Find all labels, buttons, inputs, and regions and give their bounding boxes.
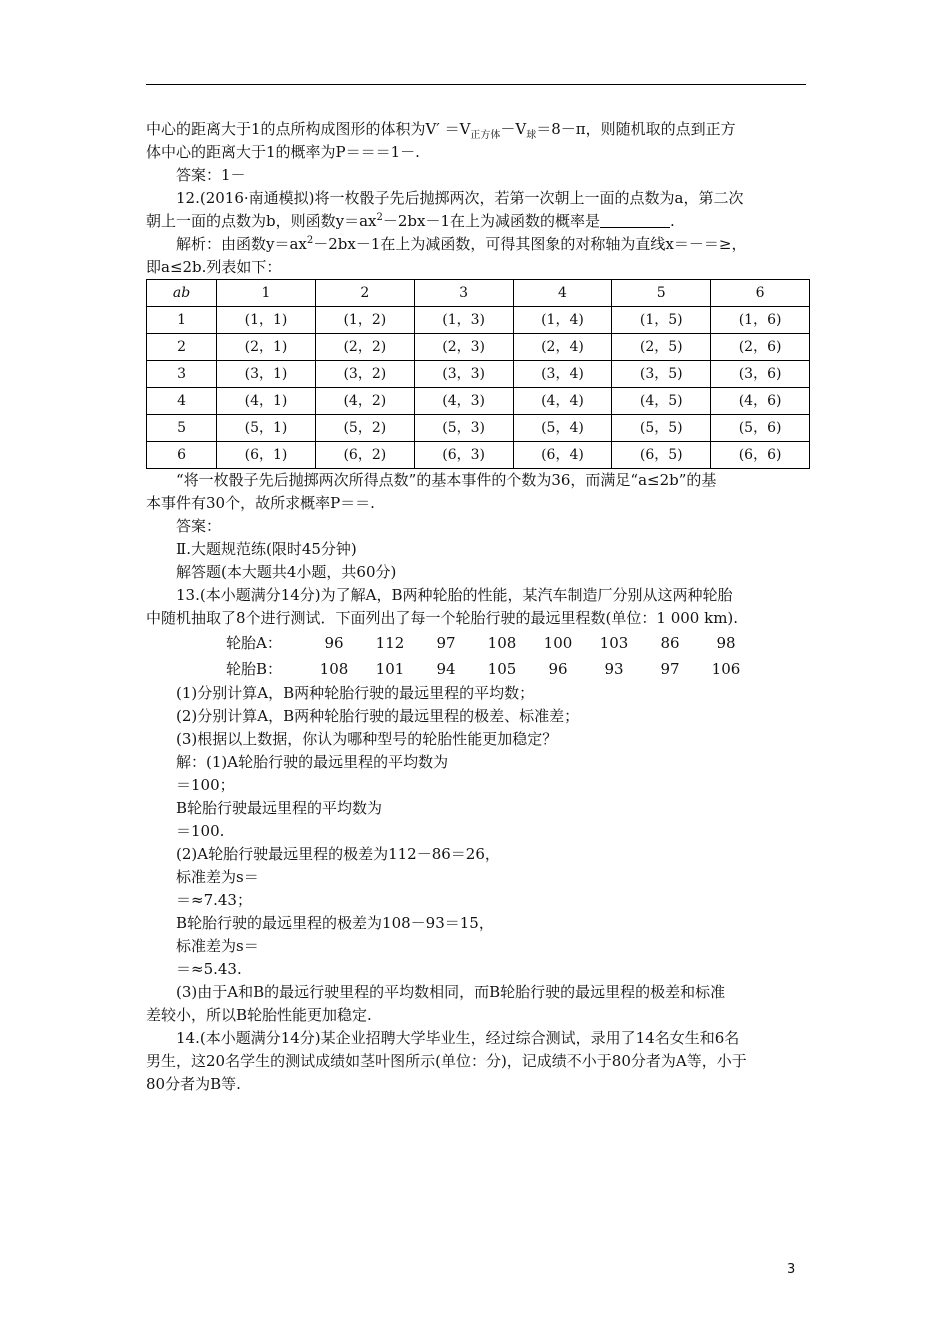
table-cell: (3，2) <box>315 361 414 388</box>
table-cell: (1，6) <box>711 307 810 334</box>
text-line: 男生，这20名学生的测试成绩如茎叶图所示(单位：分)，记成绩不小于80分者为A等，小于 <box>146 1052 747 1070</box>
table-cell: 1 <box>147 307 217 334</box>
text-line: 80分者为B等. <box>146 1075 241 1093</box>
table-cell: 6 <box>147 442 217 469</box>
solution-line: (2)A轮胎行驶最远里程的极差为112－86＝26， <box>176 845 500 863</box>
table-cell: (4，6) <box>711 388 810 415</box>
table-cell: (4，4) <box>513 388 612 415</box>
table-cell: 3 <box>414 280 513 307</box>
table-cell: (5，4) <box>513 415 612 442</box>
section-title: Ⅱ.大题规范练(限时45分钟) <box>176 540 357 558</box>
solution-line: 标准差为s＝ <box>176 937 259 955</box>
text-line: 中心的距离大于1的点所构成图形的体积为$V' =V_{正方体}-V_球=8-\pi$，则随机取的点到正方 <box>146 120 736 141</box>
table-cell: (6，4) <box>513 442 612 469</box>
table-cell: (6，6) <box>711 442 810 469</box>
table-cell: 3 <box>147 361 217 388</box>
page-number: 3 <box>787 1262 796 1277</box>
table-cell: (2，2) <box>315 334 414 361</box>
table-cell: 5 <box>612 280 711 307</box>
table-cell: (5，3) <box>414 415 513 442</box>
solution-line: 标准差为s＝ <box>176 868 259 886</box>
solution-line: B轮胎行驶的最远里程的极差为108－93＝15， <box>176 914 494 932</box>
tire-b-row: 轮胎B： 108 101 94 105 96 93 97 106 <box>226 659 741 678</box>
table-row <box>147 361 810 388</box>
question-13: 13.(本小题满分14分)为了解A，B两种轮胎的性能，某汽车制造厂分别从这两种轮胎 <box>176 586 733 604</box>
table-cell: (6，5) <box>612 442 711 469</box>
solution-line: 解：(1)A轮胎行驶的最远里程的平均数为 <box>176 753 449 771</box>
question-12: 12.(2016·南通模拟)将一枚骰子先后抛掷两次，若第一次朝上一面的点数为a，第二次 <box>176 189 744 207</box>
analysis: 解析：由函数$y=ax^2-2bx-1$在上为减函数，可得其图象的对称轴为直线x＝－＝≥， <box>176 235 747 253</box>
table-cell: (2，5) <box>612 334 711 361</box>
table-row <box>147 388 810 415</box>
table-cell: (5，6) <box>711 415 810 442</box>
table-cell: (3，3) <box>414 361 513 388</box>
table-cell: (2，3) <box>414 334 513 361</box>
table-cell: (3，6) <box>711 361 810 388</box>
text-line: 体中心的距离大于1的概率为P＝＝＝1－. <box>146 143 420 161</box>
table-row <box>147 415 810 442</box>
sub-question: (1)分别计算A，B两种轮胎行驶的最远里程的平均数； <box>176 684 535 702</box>
table-cell: (4，5) <box>612 388 711 415</box>
table-row <box>147 334 810 361</box>
solution-line: ＝100； <box>176 776 235 794</box>
table-row <box>147 280 810 307</box>
table-cell: (4，1) <box>217 388 316 415</box>
table-cell: (1，2) <box>315 307 414 334</box>
table-cell: (3，1) <box>217 361 316 388</box>
sub-question: (2)分别计算A，B两种轮胎行驶的最远里程的极差、标准差； <box>176 707 580 725</box>
table-cell: (6，1) <box>217 442 316 469</box>
solution-line: B轮胎行驶最远里程的平均数为 <box>176 799 383 817</box>
table-cell: 6 <box>711 280 810 307</box>
text-line: 朝上一面的点数为b，则函数$y=ax^2-2bx-1$在上为减函数的概率是 . <box>146 212 675 230</box>
table-cell: (5，5) <box>612 415 711 442</box>
text-line: 即a≤2b.列表如下： <box>146 258 282 276</box>
table-cell: (4，3) <box>414 388 513 415</box>
table-cell: 2 <box>315 280 414 307</box>
table-cell: (5，2) <box>315 415 414 442</box>
table-cell: 5 <box>147 415 217 442</box>
table-row <box>147 442 810 469</box>
solution-line: ＝100. <box>176 822 225 840</box>
solution-line: 差较小，所以B轮胎性能更加稳定. <box>146 1006 372 1024</box>
question-14: 14.(本小题满分14分)某企业招聘大学毕业生，经过综合测试，录用了14名女生和6名 <box>176 1029 740 1047</box>
table-cell: (1，1) <box>217 307 316 334</box>
table-cell: (3，5) <box>612 361 711 388</box>
table-cell: 4 <box>147 388 217 415</box>
answer-11: 答案：1－ <box>176 166 246 184</box>
table-cell: 2 <box>147 334 217 361</box>
solution-line: ＝≈7.43； <box>176 891 252 909</box>
table-cell: (6，2) <box>315 442 414 469</box>
table-cell: (1，5) <box>612 307 711 334</box>
table-row <box>147 307 810 334</box>
table-cell: (1，4) <box>513 307 612 334</box>
table-cell: (5，1) <box>217 415 316 442</box>
tire-data <box>226 630 810 682</box>
dice-table <box>146 279 810 469</box>
text-line: “将一枚骰子先后抛掷两次所得点数”的基本事件的个数为36，而满足“a≤2b”的基 <box>176 471 717 489</box>
table-cell: (1，3) <box>414 307 513 334</box>
table-cell: (4，2) <box>315 388 414 415</box>
table-cell: (2，4) <box>513 334 612 361</box>
solution-line: (3)由于A和B的最远行驶里程的平均数相同，而B轮胎行驶的最远里程的极差和标准 <box>176 983 726 1001</box>
table-cell: (2，1) <box>217 334 316 361</box>
sub-question: (3)根据以上数据，你认为哪种型号的轮胎性能更加稳定？ <box>176 730 558 748</box>
table-cell: 1 <box>217 280 316 307</box>
header-rule <box>146 84 806 85</box>
page-body <box>146 118 810 1096</box>
table-cell: 4 <box>513 280 612 307</box>
text-line: 本事件有30个，故所求概率P＝＝. <box>146 494 375 512</box>
table-cell: (3，4) <box>513 361 612 388</box>
table-cell: (2，6) <box>711 334 810 361</box>
text-line: 中随机抽取了8个进行测试．下面列出了每一个轮胎行驶的最远里程数(单位：1 000 km). <box>146 609 739 627</box>
table-cell: ab <box>147 280 217 307</box>
table-cell: (6，3) <box>414 442 513 469</box>
tire-a-row: 轮胎A： 96 112 97 108 100 103 86 98 <box>226 633 736 652</box>
answer-12: 答案： <box>176 517 222 535</box>
section-subtitle: 解答题(本大题共4小题，共60分) <box>176 563 397 581</box>
solution-line: ＝≈5.43. <box>176 960 242 978</box>
answer-blank <box>600 213 670 228</box>
